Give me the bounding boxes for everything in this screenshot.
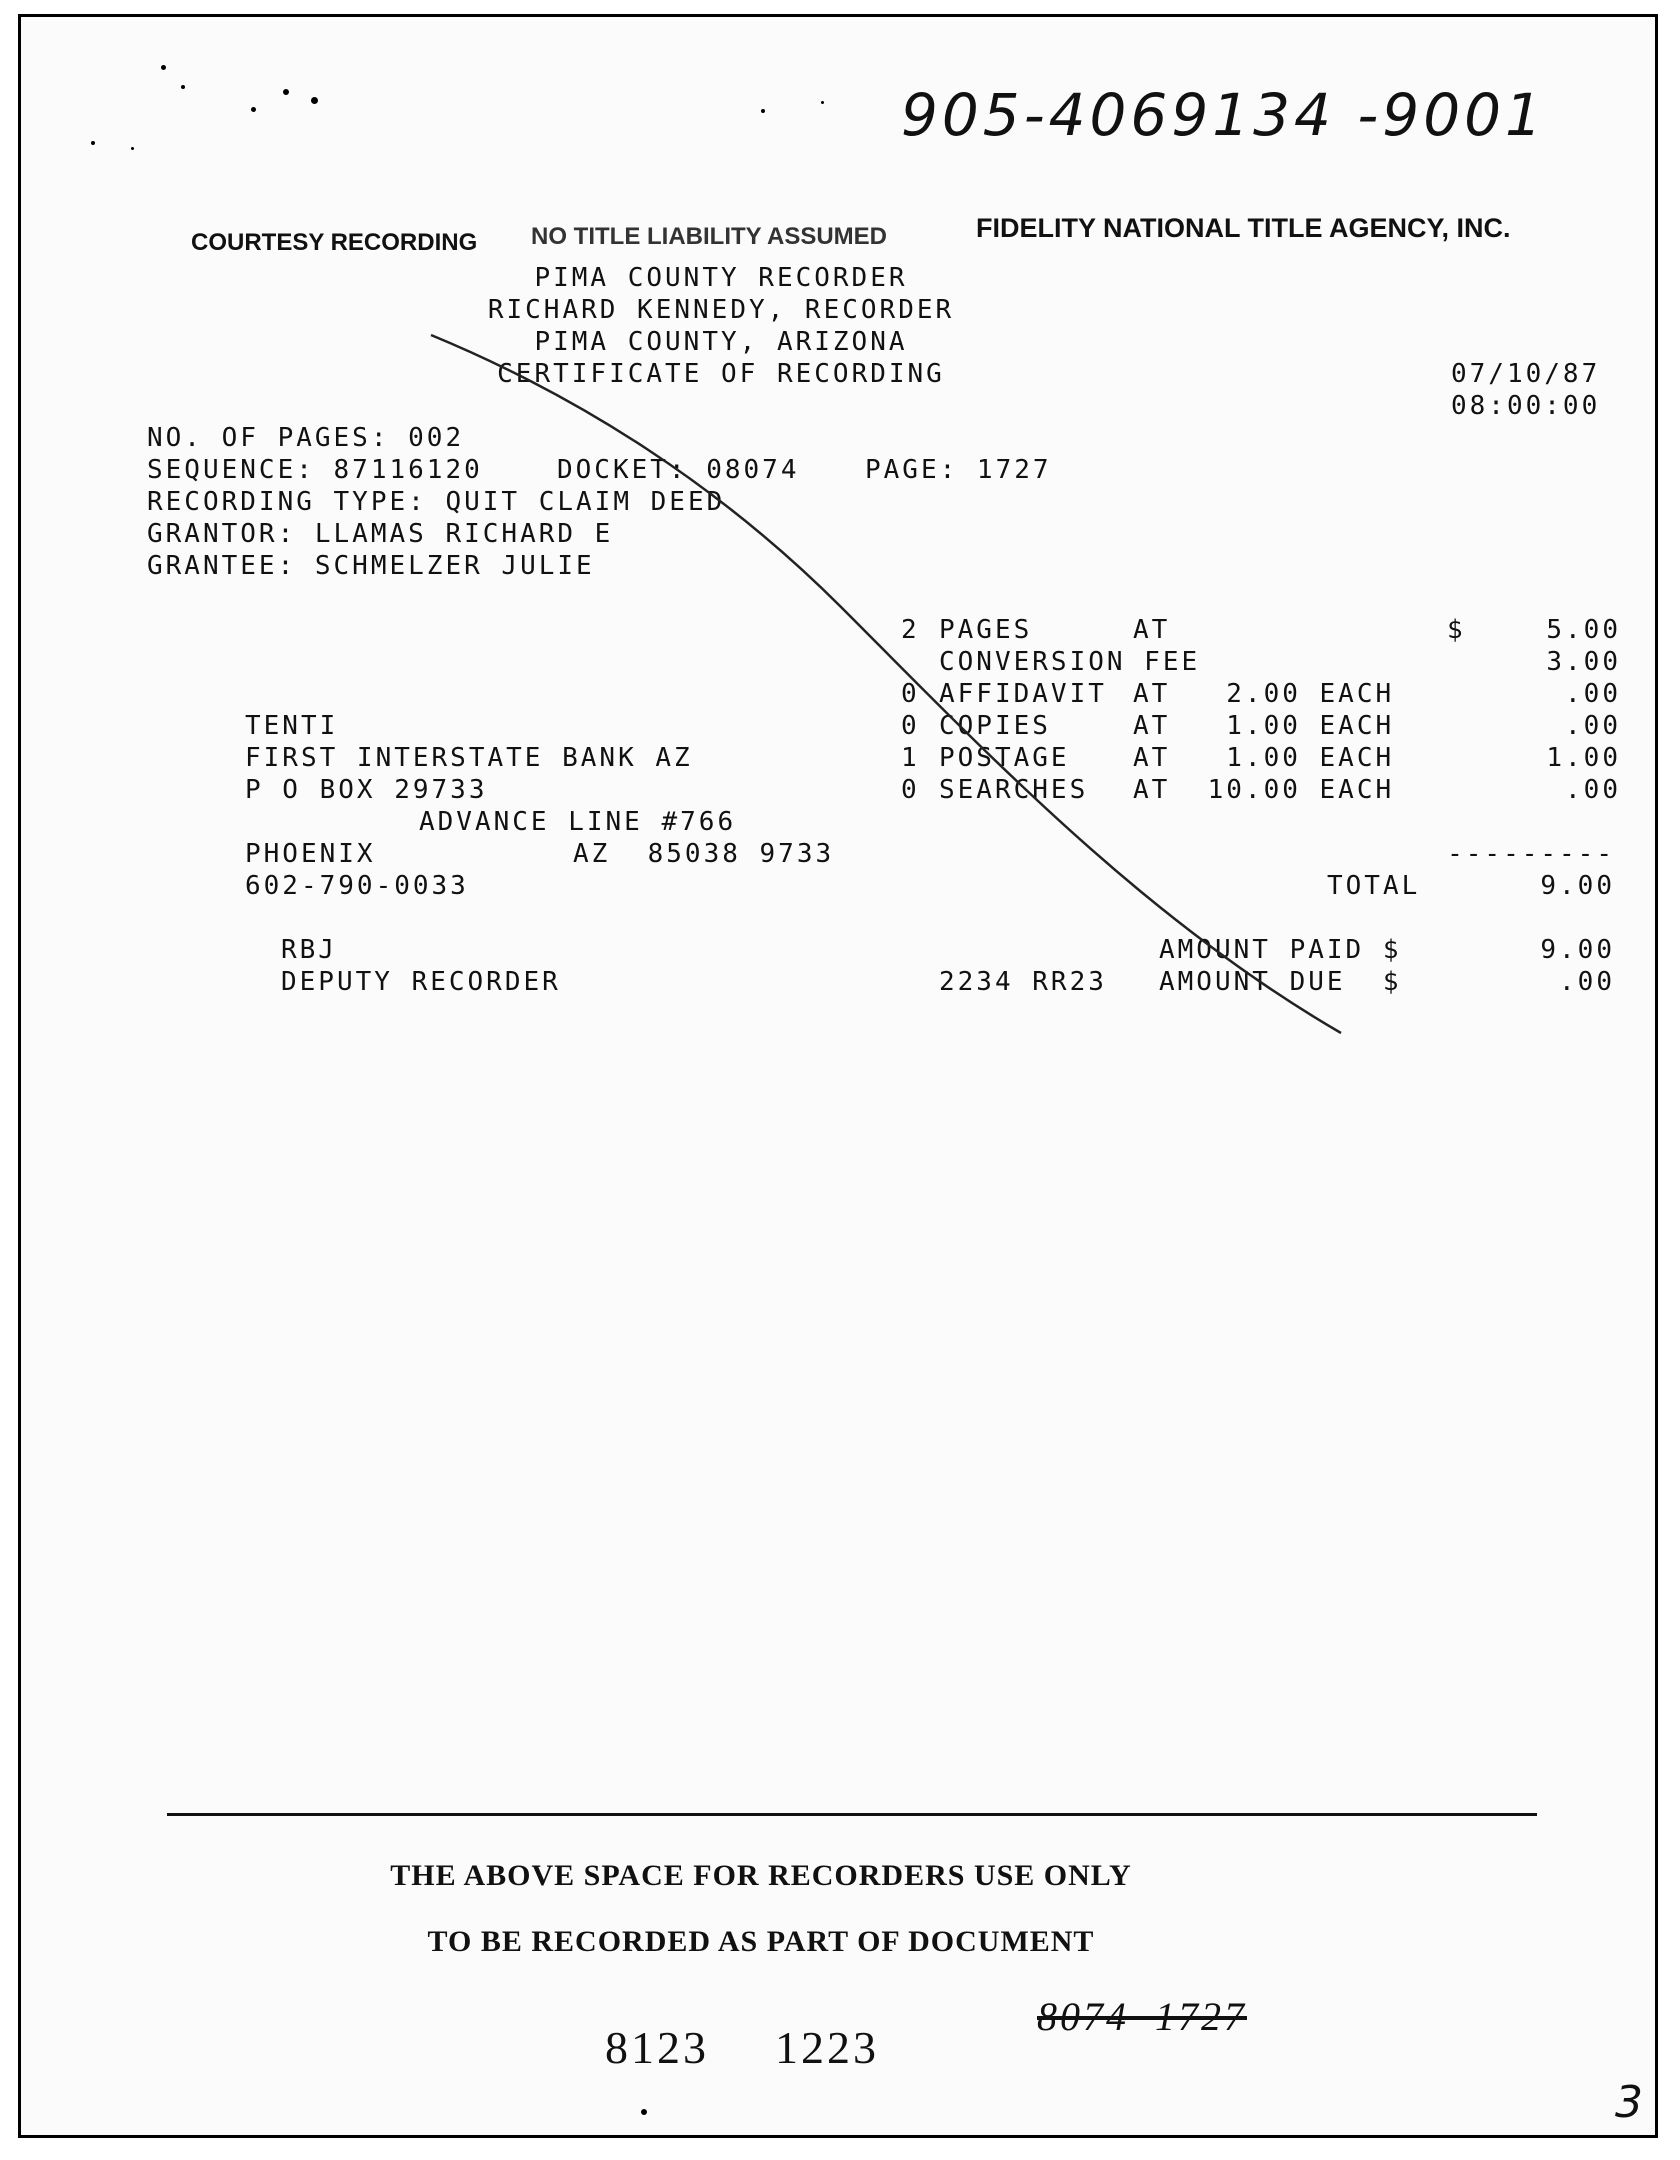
fee-amount: 5.00	[1546, 615, 1621, 645]
fee-qty: 1	[901, 743, 920, 773]
fee-amount: 3.00	[1546, 647, 1621, 677]
grantor: GRANTOR: LLAMAS RICHARD E	[147, 519, 614, 549]
scan-speck	[161, 65, 166, 70]
grantee: GRANTEE: SCHMELZER JULIE	[147, 551, 595, 581]
total-label: TOTAL	[1327, 871, 1421, 901]
fee-row	[901, 775, 1621, 807]
address-line-3: P O BOX 29733	[245, 775, 488, 805]
recording-time: 08:00:00	[1451, 391, 1601, 421]
receipt-code: 2234 RR23	[939, 967, 1107, 997]
fee-row	[901, 711, 1621, 743]
county-state: PIMA COUNTY, ARIZONA	[534, 327, 908, 357]
scan-speck	[91, 141, 95, 145]
address-phone: 602-790-0033	[245, 871, 469, 901]
fee-qty: 0	[901, 711, 920, 741]
book-number: 8123	[605, 2022, 709, 2073]
recorders-use-notice: THE ABOVE SPACE FOR RECORDERS USE ONLY	[390, 1859, 1132, 1892]
recorder-space-divider	[167, 1813, 1537, 1816]
fee-rate: AT 1.00 EACH	[1133, 743, 1395, 773]
title-agency-stamp: FIDELITY NATIONAL TITLE AGENCY, INC.	[976, 213, 1511, 243]
recording-date: 07/10/87	[1451, 359, 1601, 389]
number-of-pages: NO. OF PAGES: 002	[147, 423, 465, 453]
address-line-1: TENTI	[245, 711, 339, 741]
fee-item: SEARCHES	[939, 775, 1089, 805]
page-number: PAGE: 1727	[865, 455, 1052, 485]
recorded-as-part-notice: TO BE RECORDED AS PART OF DOCUMENT	[427, 1925, 1095, 1958]
scan-speck	[311, 97, 318, 104]
fee-row	[901, 743, 1621, 775]
scan-speck	[283, 89, 289, 95]
fee-qty: 2	[901, 615, 920, 645]
fee-rate: AT 2.00 EACH	[1133, 679, 1395, 709]
fee-item: COPIES	[939, 711, 1051, 741]
corner-page-mark: 3	[1615, 2077, 1647, 2128]
deputy-initials: RBJ	[281, 935, 337, 965]
handwritten-file-number: 905-4069134 -9001	[901, 81, 1546, 149]
scan-speck	[761, 109, 765, 113]
fee-row	[901, 679, 1621, 711]
address-city: PHOENIX	[245, 839, 376, 869]
fee-currency: $	[1447, 615, 1466, 645]
scan-speck	[181, 85, 185, 89]
fee-amount: 1.00	[1546, 743, 1621, 773]
amount-due-value: .00	[1559, 967, 1615, 997]
fee-row	[901, 647, 1621, 679]
fee-rate: AT	[1133, 615, 1171, 645]
recorder-office-title: PIMA COUNTY RECORDER	[534, 263, 908, 293]
recording-type: RECORDING TYPE: QUIT CLAIM DEED	[147, 487, 726, 517]
book-page-number: 1223	[775, 2022, 879, 2073]
scan-speck	[641, 2109, 647, 2115]
recording-certificate-page	[18, 14, 1658, 2138]
fee-item: PAGES	[939, 615, 1033, 645]
fee-qty: 0	[901, 775, 920, 805]
fee-qty: 0	[901, 679, 920, 709]
fee-rate: AT 10.00 EACH	[1133, 775, 1395, 805]
fee-item: AFFIDAVIT	[939, 679, 1107, 709]
amount-paid-value: 9.00	[1540, 935, 1615, 965]
docket-number: DOCKET: 08074	[557, 455, 800, 485]
total-value: 9.00	[1540, 871, 1615, 901]
scan-speck	[251, 107, 256, 112]
deputy-recorder-label: DEPUTY RECORDER	[281, 967, 561, 997]
courtesy-recording-stamp: COURTESY RECORDING	[191, 229, 478, 256]
fee-amount: .00	[1565, 775, 1621, 805]
address-line-4: ADVANCE LINE #766	[419, 807, 737, 837]
amount-paid-label: AMOUNT PAID $	[1159, 935, 1402, 965]
amount-due-label: AMOUNT DUE $	[1159, 967, 1402, 997]
fee-amount: .00	[1565, 711, 1621, 741]
no-title-liability-stamp: NO TITLE LIABILITY ASSUMED	[531, 223, 888, 250]
address-line-2: FIRST INTERSTATE BANK AZ	[245, 743, 693, 773]
fee-item: POSTAGE	[939, 743, 1070, 773]
fee-amount: .00	[1565, 679, 1621, 709]
total-dash-line: ---------	[1447, 839, 1615, 869]
sequence-number: SEQUENCE: 87116120	[147, 455, 483, 485]
fee-item: CONVERSION FEE	[939, 647, 1201, 677]
struck-docket-page: 8074 1727	[1037, 1994, 1247, 2039]
scan-speck	[131, 147, 134, 150]
fee-row	[901, 615, 1621, 647]
fee-rate: AT 1.00 EACH	[1133, 711, 1395, 741]
address-state-zip: AZ 85038 9733	[573, 839, 835, 869]
recorder-name: RICHARD KENNEDY, RECORDER	[487, 295, 955, 325]
scan-speck	[821, 101, 824, 104]
certificate-title: CERTIFICATE OF RECORDING	[497, 359, 945, 389]
